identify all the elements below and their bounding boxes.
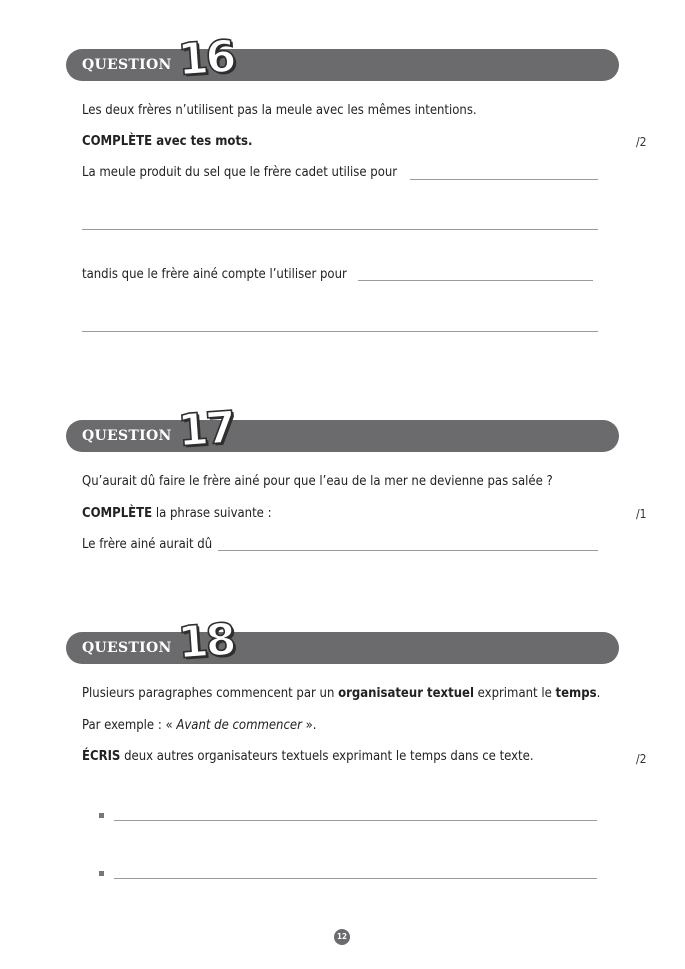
intro-bold-term: temps [555, 686, 597, 701]
example-italic: Avant de commencer [176, 718, 302, 733]
question-label: QUESTION [82, 640, 172, 656]
instruction-text: la phrase suivante : [152, 506, 272, 521]
question-18-header [66, 614, 619, 669]
question-17-line-prefix: Le frère ainé aurait dû [82, 537, 213, 552]
answer-line[interactable] [82, 331, 598, 332]
answer-line[interactable] [114, 878, 597, 879]
question-number: 18 [176, 614, 235, 669]
question-18-example [82, 718, 317, 733]
question-label: QUESTION [82, 428, 172, 444]
answer-line[interactable] [114, 820, 597, 821]
question-label: QUESTION [82, 57, 172, 73]
question-17-instruction [82, 506, 272, 521]
question-18-score: /2 [636, 752, 647, 766]
example-suffix: ». [301, 718, 317, 733]
answer-line[interactable] [218, 550, 598, 551]
instruction-verb: COMPLÈTE [82, 506, 153, 521]
question-16-header [66, 31, 619, 86]
question-17-score: /1 [636, 507, 647, 521]
bullet-square-icon [99, 813, 104, 818]
question-16-instruction: COMPLÈTE avec tes mots. [82, 134, 253, 149]
question-16-score: /2 [636, 135, 647, 149]
question-16-line1-prefix: La meule produit du sel que le frère cadet utilise pour [82, 165, 398, 180]
example-prefix: Par exemple : « [82, 718, 177, 733]
bullet-square-icon [99, 871, 104, 876]
intro-text: Plusieurs paragraphes commencent par un [82, 686, 339, 701]
question-number: 16 [176, 31, 235, 86]
question-16-line2-prefix: tandis que le frère ainé compte l’utiliser pour [82, 267, 347, 282]
question-17-intro: Qu’aurait dû faire le frère ainé pour que l’eau de la mer ne devienne pas salée ? [82, 474, 553, 489]
intro-text: . [596, 686, 601, 701]
question-18-instruction [82, 749, 534, 764]
instruction-verb: ÉCRIS [82, 749, 121, 764]
question-16-intro: Les deux frères n’utilisent pas la meule avec les mêmes intentions. [82, 103, 477, 118]
page-number: 12 [334, 929, 350, 945]
intro-bold-term: organisateur textuel [338, 686, 474, 701]
question-17-header [66, 402, 619, 457]
instruction-text: deux autres organisateurs textuels exprimant le temps dans ce texte. [120, 749, 534, 764]
answer-line[interactable] [82, 229, 598, 230]
answer-line[interactable] [410, 179, 598, 180]
question-number: 17 [176, 402, 235, 457]
answer-line[interactable] [358, 280, 593, 281]
question-18-intro [82, 686, 600, 701]
intro-text: exprimant le [473, 686, 556, 701]
